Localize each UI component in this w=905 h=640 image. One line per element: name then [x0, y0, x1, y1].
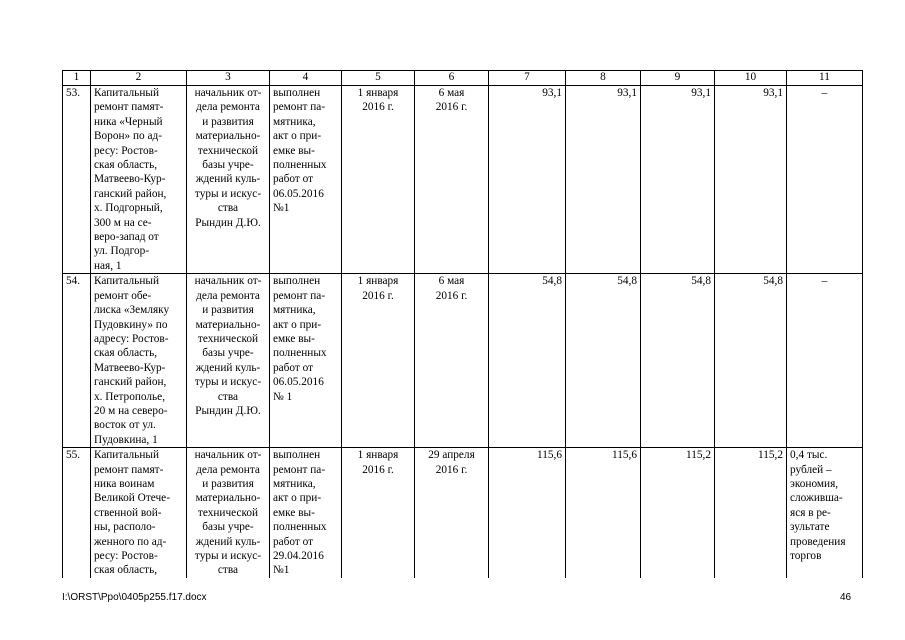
value-col7: 54,8: [489, 274, 566, 448]
result-text: выполнен ремонт па- мятника, акт о при- емке вы- полненных работ от 29.04.2016 №1: [270, 448, 342, 578]
page-number: 46: [840, 592, 852, 603]
end-date: 6 мая 2016 г.: [415, 274, 489, 448]
result-text: выполнен ремонт па- мятника, акт о при- емке вы- полненных работ от 06.05.2016 №1: [270, 86, 342, 274]
value-col10: 115,2: [715, 448, 787, 578]
responsible-person: начальник от- дела ремонта и развития материально- технической базы учре- ждений куль- туры и искус- ства: [187, 448, 270, 578]
measure-name: Капитальный ремонт обе- лиска «Земляку Пудовкину» по адресу: Ростов- ская область, Матвеево-Кур- ганский район, х. Петрополье, 20 м на северо- восток от ул. Пудовкина, 1: [91, 274, 187, 448]
column-number: 9: [641, 71, 715, 86]
measures-table: [62, 70, 863, 578]
result-text: выполнен ремонт па- мятника, акт о при- емке вы- полненных работ от 06.05.2016 № 1: [270, 274, 342, 448]
column-number: 4: [270, 71, 342, 86]
value-col7: 115,6: [489, 448, 566, 578]
table-row: [63, 274, 863, 448]
start-date: 1 января 2016 г.: [342, 274, 415, 448]
column-number: 3: [187, 71, 270, 86]
column-number: 1: [63, 71, 91, 86]
column-number: 2: [91, 71, 187, 86]
value-col10: 54,8: [715, 274, 787, 448]
measure-name: Капитальный ремонт памят- ника «Черный Ворон» по ад- ресу: Ростов- ская область, Матвеево-Кур- ганский район, х. Подгорный, 300 м на се- веро-запад от ул. Подгор- ная, 1: [91, 86, 187, 274]
responsible-person: начальник от- дела ремонта и развития материально- технической базы учре- ждений куль- туры и искус- ства Рындин Д.Ю.: [187, 274, 270, 448]
start-date: 1 января 2016 г.: [342, 86, 415, 274]
end-date: 6 мая 2016 г.: [415, 86, 489, 274]
row-number: 55.: [63, 448, 91, 578]
value-col9: 93,1: [641, 86, 715, 274]
end-date: 29 апреля 2016 г.: [415, 448, 489, 578]
footer-file-path: I:\ORST\Ppo\0405p255.f17.docx: [62, 592, 207, 603]
start-date: 1 января 2016 г.: [342, 448, 415, 578]
value-col8: 115,6: [566, 448, 641, 578]
value-col9: 115,2: [641, 448, 715, 578]
value-col7: 93,1: [489, 86, 566, 274]
measure-name: Капитальный ремонт памят- ника воинам Великой Отече- ственной вой- ны, располо- женного по ад- ресу: Ростов- ская область,: [91, 448, 187, 578]
column-number: 8: [566, 71, 641, 86]
table-row: [63, 86, 863, 274]
column-number: 10: [715, 71, 787, 86]
value-col8: 93,1: [566, 86, 641, 274]
row-number: 54.: [63, 274, 91, 448]
value-col8: 54,8: [566, 274, 641, 448]
column-number: 11: [787, 71, 863, 86]
note: –: [787, 86, 863, 274]
row-number: 53.: [63, 86, 91, 274]
value-col10: 93,1: [715, 86, 787, 274]
column-number: 7: [489, 71, 566, 86]
column-number-row: [63, 71, 863, 86]
column-number: 6: [415, 71, 489, 86]
note: –: [787, 274, 863, 448]
responsible-person: начальник от- дела ремонта и развития материально- технической базы учре- ждений куль- туры и искус- ства Рындин Д.Ю.: [187, 86, 270, 274]
table-row: [63, 448, 863, 578]
note: 0,4 тыс. рублей – экономия, сложивша- яся в ре- зультате проведения торгов: [787, 448, 863, 578]
column-number: 5: [342, 71, 415, 86]
value-col9: 54,8: [641, 274, 715, 448]
